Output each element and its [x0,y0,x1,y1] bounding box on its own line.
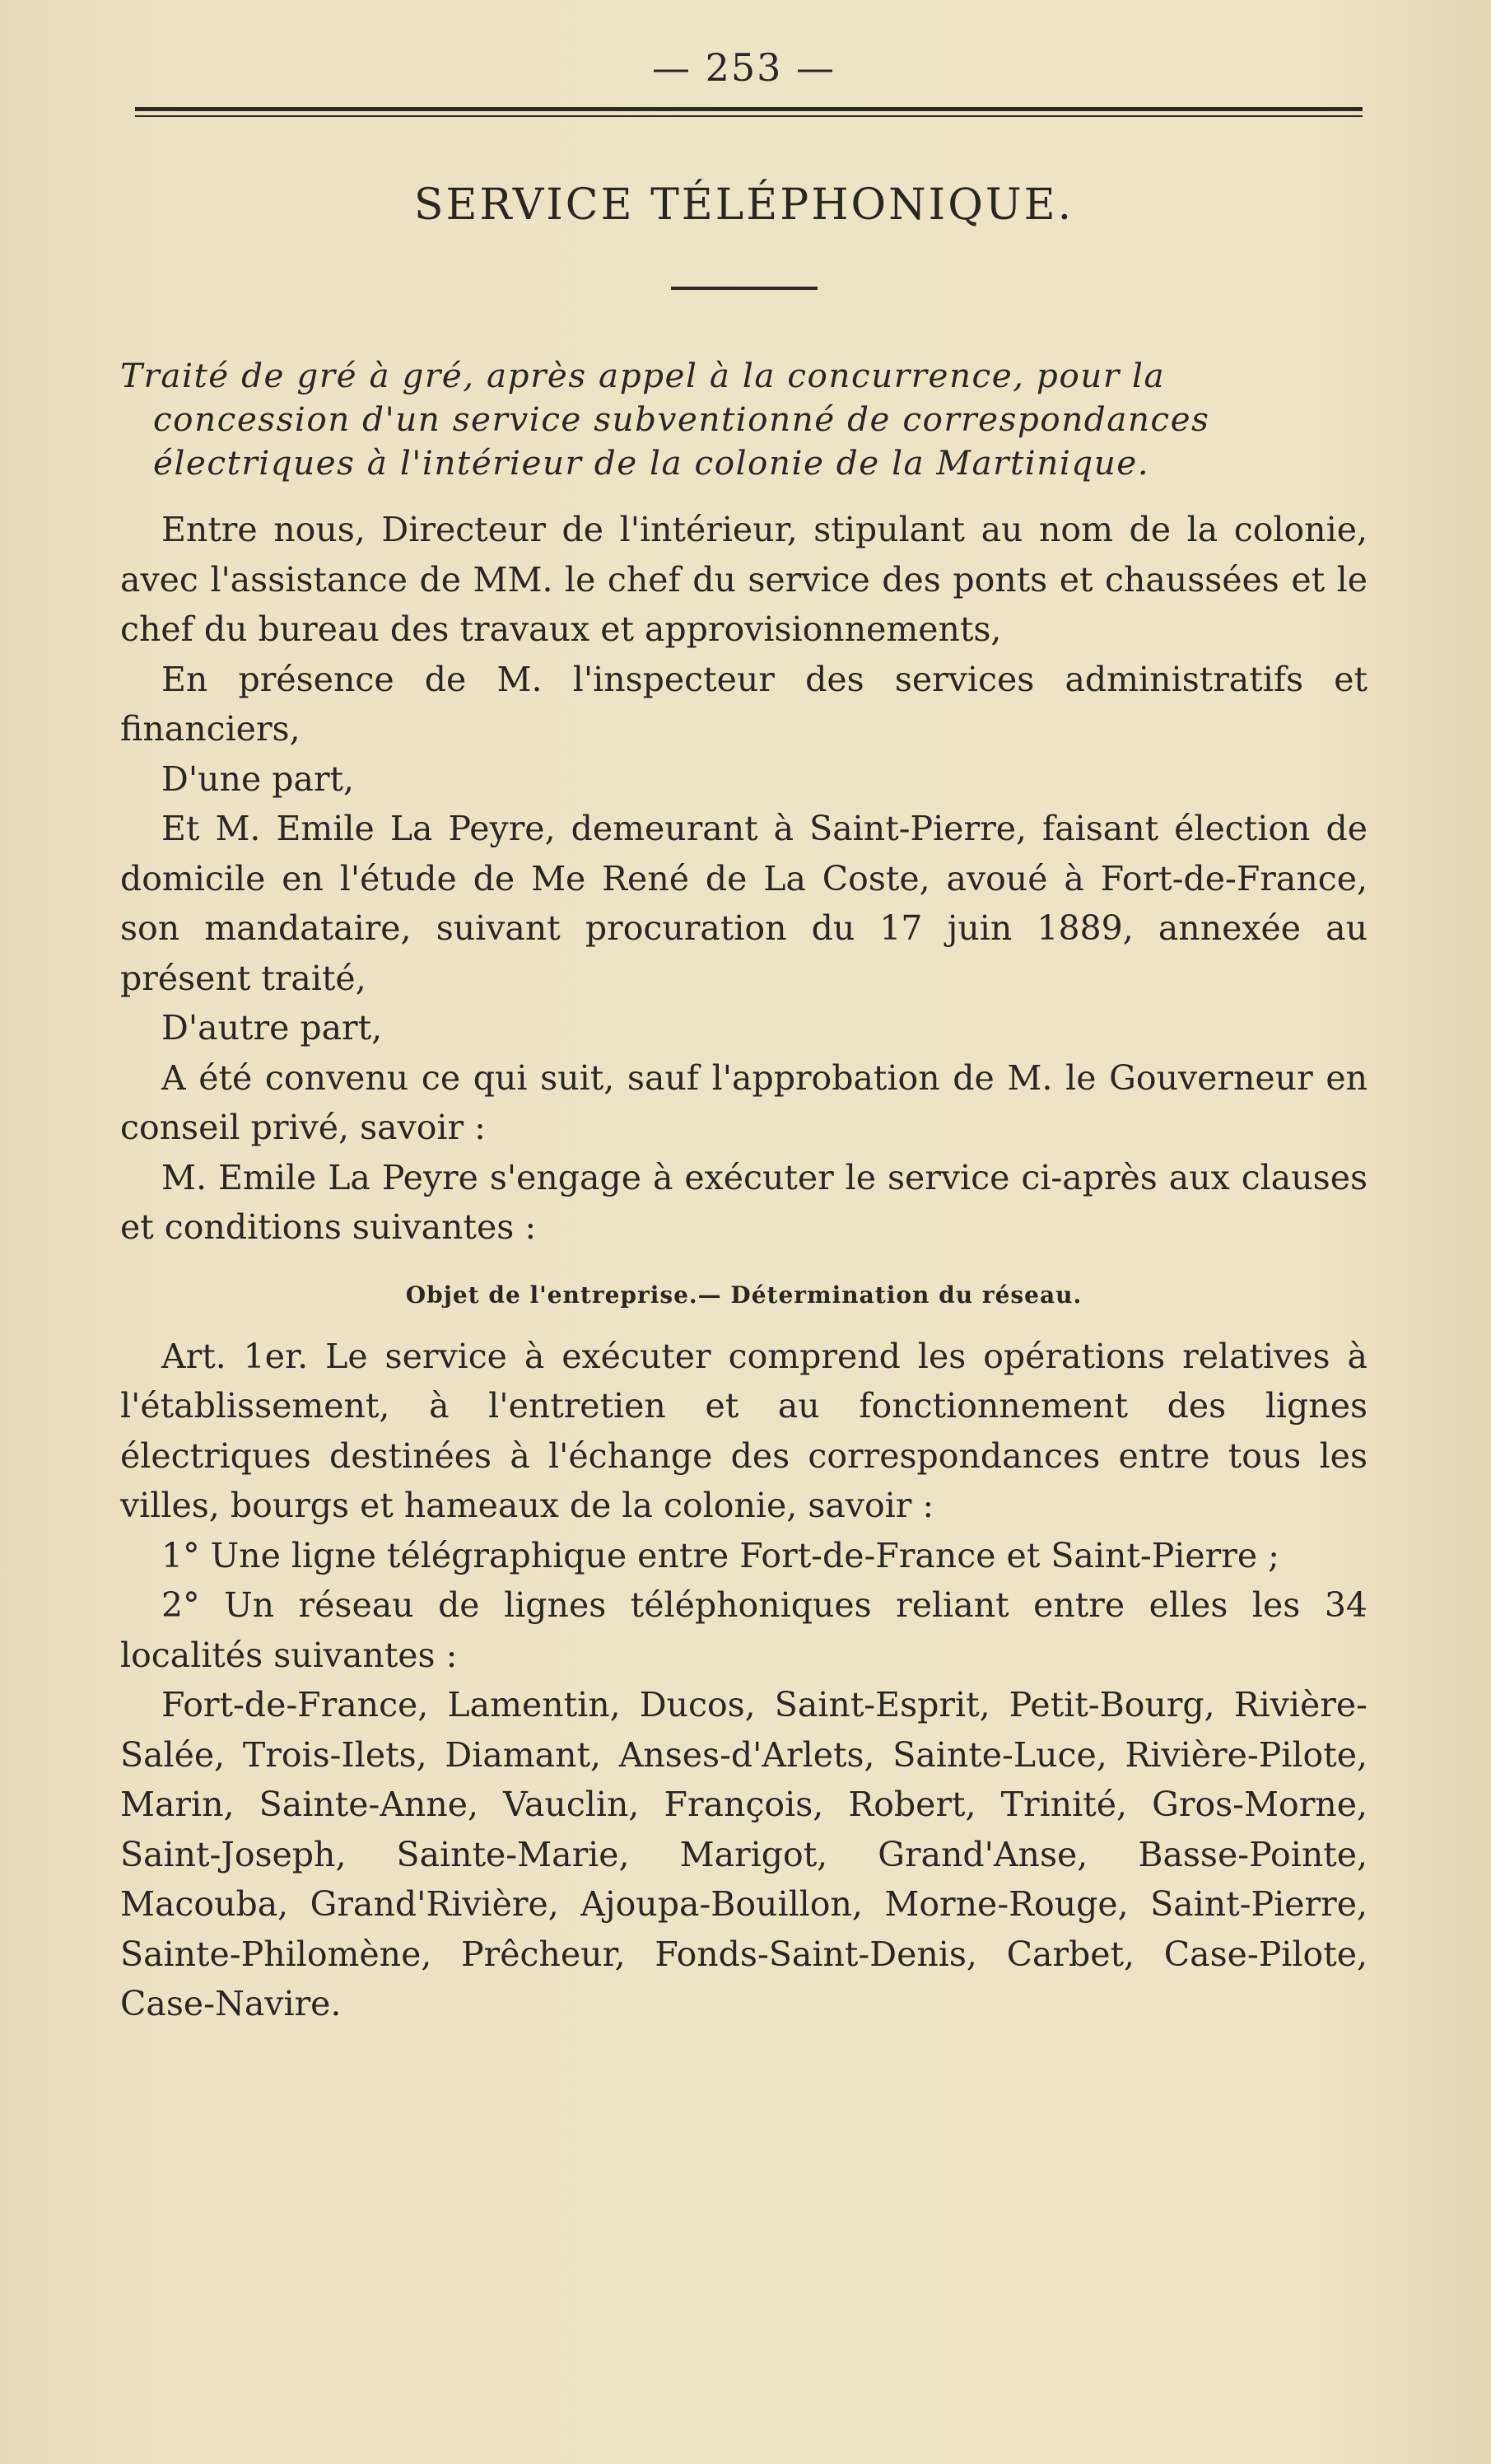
intro-line: électriques à l'intérieur de la colonie de la Martinique. [153,443,1150,483]
intro-italic-paragraph [120,354,1368,485]
article-1-item-1: 1° Une ligne télégraphique entre Fort-de-France et Saint-Pierre ; [161,1535,1279,1575]
intro-line: concession d'un service subventionné de correspondances [153,399,1210,439]
page-title: SERVICE TÉLÉPHONIQUE. [413,180,1074,230]
section-heading: Objet de l'entreprise.— Détermination du réseau. [405,1281,1083,1309]
article-1-paragraph: Art. 1er. Le service à exécuter comprend les opérations relatives à l'établissement, à l'entretien et au fonctionnement des lignes électriques destinées à l'échange des correspondances entre tous les villes, bourgs et hameaux de la colonie, savoir : [120,1336,1368,1525]
paragraph-one-part: D'une part, [161,758,355,799]
title-underline-rule [671,287,818,290]
article-1-item-2: 2° Un réseau de lignes téléphoniques reliant entre elles les 34 localités suivantes : [120,1585,1368,1675]
paragraph-parties: Entre nous, Directeur de l'intérieur, stipulant au nom de la colonie, avec l'assistance de MM. le chef du service des ponts et chaussées et le chef du bureau des travaux et approvisionnements, [120,510,1368,649]
paragraph-agreement: A été convenu ce qui suit, sauf l'approbation de M. le Gouverneur en conseil privé, savoir : [120,1057,1368,1147]
intro-line: Traité de gré à gré, après appel à la concurrence, pour la [120,356,1166,395]
paragraph-presence: En présence de M. l'inspecteur des services administratifs et financiers, [120,659,1368,749]
paragraph-other-part: D'autre part, [161,1008,383,1048]
page-number: — 253 — [651,45,836,90]
localities-list: Fort-de-France, Lamentin, Ducos, Saint-Esprit, Petit-Bourg, Rivière-Salée, Trois-Ilets, Diamant, Anses-d'Arlets, Sainte-Luce, Rivière-Pilote, Marin, Sainte-Anne, Vauclin, François, Robert, Trinité, Gros-Morne, Saint-Joseph, Sainte-Marie, Marigot, Grand'Anse, Basse-Pointe, Macouba, Grand'Rivière, Ajoupa-Bouillon, Morne-Rouge, Saint-Pierre, Sainte-Philomène, Prêcheur, Fonds-Saint-Denis, Carbet, Case-Pilote, Case-Navire. [120,1685,1368,2023]
treaty-body [120,505,1368,2029]
paragraph-engagement: M. Emile La Peyre s'engage à exécuter le service ci-après aux clauses et conditions suivantes : [120,1157,1368,1247]
double-rule-divider [135,107,1363,117]
paragraph-contractor: Et M. Emile La Peyre, demeurant à Saint-Pierre, faisant élection de domicile en l'étude de Me René de La Coste, avoué à Fort-de-France, son mandataire, suivant procuration du 17 juin 1889, annexée au présent traité, [120,809,1368,998]
